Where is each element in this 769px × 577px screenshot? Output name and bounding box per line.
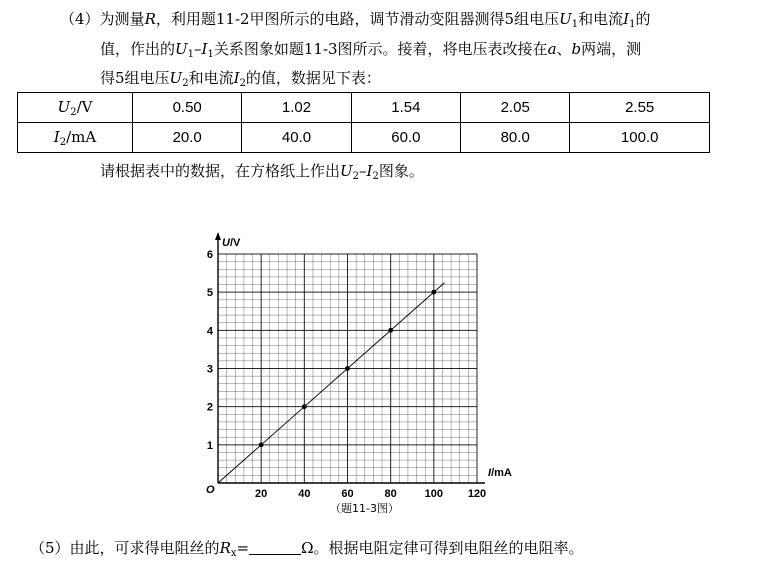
row-header-current: $I_2/mA$	[18, 123, 133, 153]
table-cell: 100.0	[570, 123, 710, 153]
graph-marks	[218, 283, 445, 483]
u-i-graph	[190, 226, 530, 521]
graph-ticks	[207, 249, 486, 500]
y-tick-label: 3	[206, 363, 213, 376]
table-cell: 1.02	[242, 93, 351, 123]
table-cell: 80.0	[461, 123, 570, 153]
x-tick-label: 100	[424, 488, 444, 500]
data-point	[388, 328, 393, 333]
q4-line-1: （4）为测量R，利用题11-2甲图所示的电路，调节滑动变阻器测得5组电压$U_1$和电流$I_1$的	[60, 10, 651, 30]
q5-label: （5）	[30, 539, 70, 557]
y-tick-label: 6	[206, 249, 213, 261]
y-tick-label: 5	[206, 287, 213, 300]
data-point	[302, 404, 307, 409]
q4-line-2: 值，作出的$U_1-I_1$关系图象如题11-3图所示。接着，将电压表改接在a、b两端，测	[100, 40, 642, 60]
row-header-voltage: $U_2/V$	[18, 93, 133, 123]
data-table	[17, 92, 710, 153]
origin-label: O	[206, 484, 215, 496]
table-cell: 2.55	[570, 93, 710, 123]
graph-axes	[215, 232, 485, 483]
table-cell: 40.0	[242, 123, 351, 153]
y-tick-label: 2	[206, 401, 213, 414]
q5-line: （5）由此，可求得电阻丝的$R_x= \Omega$。根据电阻定律可得到电阻丝的电阻率。	[30, 539, 584, 559]
y-axis-arrow	[215, 232, 221, 240]
y-axis-label: U/V	[222, 237, 241, 249]
y-tick-label: 1	[206, 439, 213, 452]
x-tick-label: 20	[255, 488, 268, 500]
data-point	[431, 290, 436, 295]
x-tick-label: 120	[467, 488, 487, 500]
table-row	[18, 93, 710, 123]
fit-line	[218, 283, 445, 483]
x-tick-label: 80	[384, 488, 397, 500]
q4-instruction: 请根据表中的数据，在方格纸上作出$U_2-I_2$图象。	[100, 162, 424, 182]
x-tick-label: 40	[298, 488, 311, 500]
table-cell: 1.54	[351, 93, 460, 123]
data-point	[345, 366, 350, 371]
table-cell: 20.0	[133, 123, 242, 153]
table-row	[18, 123, 710, 153]
x-tick-label: 60	[341, 488, 354, 500]
table-cell: 2.05	[461, 93, 570, 123]
data-point	[259, 442, 264, 447]
x-axis-label: I/mA	[488, 467, 512, 479]
table-cell: 0.50	[133, 93, 242, 123]
q4-line-3: 得5组电压$U_2$和电流$I_2$的值，数据见下表：	[100, 69, 381, 89]
q4-label: （4）	[60, 10, 100, 28]
answer-blank[interactable]	[249, 540, 301, 555]
table-cell: 60.0	[351, 123, 460, 153]
y-tick-label: 4	[206, 325, 213, 338]
figure-caption: （题11-3图）	[330, 502, 399, 515]
